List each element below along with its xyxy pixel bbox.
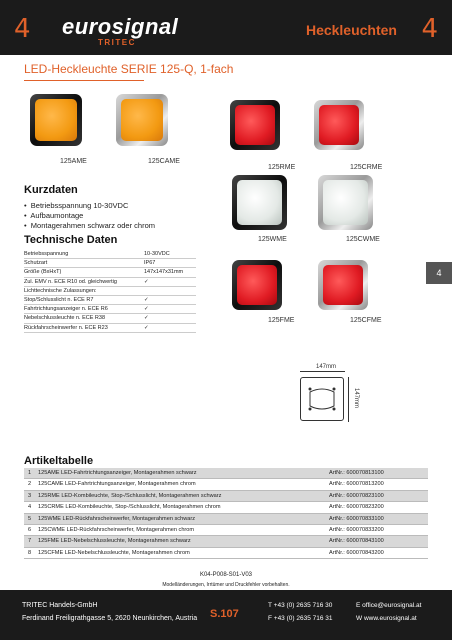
row-description: 125FME LED-Nebelschlussleuchte, Montagerahmen schwarz (38, 538, 191, 545)
spec-label: Fahrtrichtungsanzeiger n. ECE R6 (24, 306, 108, 313)
row-description: 125AME LED-Fahrtrichtungsanzeiger, Montagerahmen schwarz (38, 470, 197, 476)
spec-row (24, 250, 196, 259)
table-row (24, 548, 428, 559)
kurzdaten-item: • Montagerahmen schwarz oder chrom (24, 221, 156, 230)
footer-address: Ferdinand Freiligrathgasse 5, 2620 Neunkirchen, Austria (22, 615, 198, 622)
height-dimension: 147mm (353, 387, 360, 409)
table-row (24, 514, 428, 525)
spec-value: ✓ (144, 296, 149, 303)
spec-label: Schutzart (24, 260, 48, 267)
lamp-outline-icon (301, 378, 343, 420)
spec-value: 10-30VDC (144, 251, 170, 257)
row-description: 125CAME LED-Fahrtrichtungsanzeiger, Montagerahmen chrom (38, 481, 196, 488)
row-description: 125RME LED-Kombileuchte, Stop-/Schlusslicht, Montagerahmen schwarz (38, 492, 222, 499)
height-dimension-line (348, 377, 349, 422)
table-row (24, 468, 428, 479)
row-article-number: ArtNr.: 600070833100 (329, 515, 384, 522)
page-number-right: 4 (421, 14, 438, 44)
spec-label: Stop/Schlusslicht n. ECE R7 (24, 296, 94, 303)
product-image-125crme (314, 100, 364, 150)
lamp-lens (237, 265, 277, 305)
product-image-125cfme (318, 260, 368, 310)
row-number: 3 (28, 492, 32, 499)
spec-label: Lichttechnische Zulassungen: (24, 287, 97, 294)
section-title: Heckleuchten (305, 22, 397, 38)
spec-value: 147x147x31mm (144, 269, 184, 276)
product-image-125rme (230, 100, 280, 150)
page-number-left: 4 (14, 14, 31, 44)
artikeltabelle-heading: Artikeltabelle (24, 455, 94, 467)
document-code: K04-P008-S01-V03 (199, 572, 253, 578)
row-article-number: ArtNr.: 600070813100 (329, 470, 384, 476)
page-header (0, 0, 452, 55)
footer-email[interactable]: E office@eurosignal.at (356, 602, 422, 609)
spec-row (24, 268, 196, 277)
row-number: 8 (28, 549, 32, 556)
footer-website[interactable]: W www.eurosignal.at (356, 615, 417, 622)
kurzdaten-item: • Aufbaumontage (24, 211, 84, 220)
lamp-lens (323, 265, 363, 305)
table-row (24, 491, 428, 502)
row-number: 2 (28, 481, 32, 488)
spec-row (24, 305, 196, 314)
spec-value: ✓ (144, 306, 149, 313)
row-article-number: ArtNr.: 600070813200 (329, 481, 384, 488)
dimension-drawing (300, 377, 344, 421)
spec-label: Rückfahrscheinwerfer n. ECE R23 (24, 324, 108, 331)
width-dimension: 147mm (316, 364, 337, 370)
spec-value: ✓ (144, 278, 149, 285)
article-table (24, 468, 428, 559)
spec-row (24, 296, 196, 305)
row-article-number: ArtNr.: 600070843200 (329, 549, 384, 556)
product-caption: 125AME (60, 158, 87, 165)
page-footer (0, 590, 452, 640)
spec-label: Größe (BxHxT) (24, 269, 62, 276)
footer-page-number: S.107 (210, 608, 239, 620)
product-caption: 125CRME (350, 164, 383, 171)
lamp-lens (323, 180, 368, 225)
spec-row (24, 278, 196, 287)
product-caption: 125RME (268, 164, 296, 171)
side-chapter-tab: 4 (426, 262, 452, 284)
spec-label: Betriebsspannung (24, 251, 69, 257)
kurzdaten-heading: Kurzdaten (24, 184, 78, 196)
brand-logo-sub: TRITEC (98, 38, 136, 47)
product-image-125came (116, 94, 168, 146)
product-image-125cwme (318, 175, 373, 230)
table-row (24, 525, 428, 536)
product-image-125ame (30, 94, 82, 146)
row-number: 6 (28, 526, 32, 533)
row-description: 125CRME LED-Kombileuchte, Stop-/Schlusslicht, Montagerahmen chrom (38, 504, 221, 511)
row-number: 1 (28, 470, 32, 476)
product-image-125wme (232, 175, 287, 230)
kurzdaten-item: • Betriebsspannung 10-30VDC (24, 201, 129, 210)
row-article-number: ArtNr.: 600070843100 (329, 538, 384, 545)
product-caption: 125CFME (350, 317, 382, 324)
spec-value: ✓ (144, 315, 149, 322)
table-row (24, 479, 428, 490)
footer-phone: T +43 (0) 2635 716 30 (268, 602, 333, 609)
product-caption: 125FME (268, 317, 295, 324)
brand-logo: eurosignal (62, 14, 179, 39)
table-row (24, 536, 428, 547)
disclaimer: Modelländerungen, Irrtümer und Druckfehler vorbehalten. (162, 582, 290, 588)
spec-value: IP67 (144, 260, 156, 267)
row-description: 125CFME LED-Nebelschlussleuchte, Montagerahmen chrom (38, 549, 190, 556)
lamp-lens (237, 180, 282, 225)
table-row (24, 502, 428, 513)
page-title: LED-Heckleuchte SERIE 125-Q, 1-fach (24, 62, 234, 76)
row-number: 5 (28, 515, 32, 522)
row-article-number: ArtNr.: 600070823100 (329, 492, 384, 499)
lamp-lens (235, 105, 275, 145)
lamp-lens (35, 99, 77, 141)
row-number: 7 (28, 538, 32, 545)
product-caption: 125CWME (346, 236, 380, 243)
spec-row (24, 287, 196, 296)
row-number: 4 (28, 504, 32, 511)
row-description: 125CWME LED-Rückfahrscheinwerfer, Montagerahmen chrom (38, 526, 195, 533)
spec-label: Nebelschlussleuchte n. ECE R38 (24, 315, 106, 322)
technische-daten-heading: Technische Daten (24, 234, 118, 246)
footer-fax: F +43 (0) 2635 716 31 (268, 615, 333, 622)
spec-value: ✓ (144, 324, 149, 331)
spec-table (24, 250, 196, 333)
product-caption: 125WME (258, 236, 287, 243)
spec-label: Zul. EMV n. ECE R10 od. gleichwertig (24, 278, 117, 285)
spec-row (24, 259, 196, 268)
product-caption: 125CAME (148, 158, 180, 165)
spec-row (24, 324, 196, 333)
lamp-lens (121, 99, 163, 141)
row-article-number: ArtNr.: 600070833200 (329, 526, 384, 533)
footer-company: TRITEC Handels-GmbH (22, 602, 98, 609)
width-dimension-line (300, 371, 345, 372)
product-image-125fme (232, 260, 282, 310)
row-description: 125WME LED-Rückfahrscheinwerfer, Montagerahmen schwarz (38, 515, 195, 522)
lamp-lens (319, 105, 359, 145)
spec-row (24, 314, 196, 323)
title-underline (24, 80, 144, 81)
row-article-number: ArtNr.: 600070823200 (329, 504, 384, 511)
